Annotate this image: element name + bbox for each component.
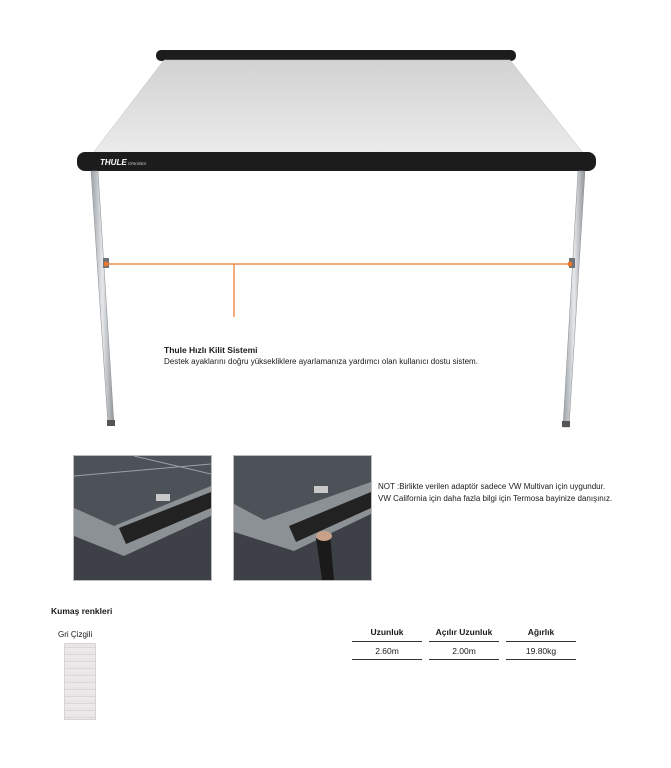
front-bar [77,152,596,171]
note-line-2: VW California için daha fazla bilgi için Termosa bayinize danışınız. [378,494,613,503]
right-foot [562,421,570,427]
awning-fabric [90,60,586,157]
callout-dot-right [568,262,573,267]
note-line-1: NOT :Birlikte verilen adaptör sadece VW Multivan için uygundur. [378,482,606,491]
spec-value-length: 2.60m [352,642,422,660]
spec-header-weight: Ağırlık [527,627,555,637]
fabric-colors-title: Kumaş renkleri [51,606,113,616]
fabric-swatch [64,643,96,720]
thule-logo: THULE [100,158,127,167]
callout-dot-left [104,262,109,267]
rear-cassette [156,50,516,61]
left-leg [91,171,114,425]
spec-header-length: Uzunluk [370,627,404,637]
callout-title: Thule Hızlı Kilit Sistemi [164,345,258,355]
callout-text: Destek ayaklarını doğru yüksekliklere ayarlamanıza yardımcı olan kullanıcı dostu sistem. [164,357,478,366]
spec-value-weight: 19.80kg [506,642,576,660]
right-leg [563,171,585,427]
left-foot [107,420,115,426]
model-mark: Omnistor [128,161,147,166]
mount-photo-2 [233,455,372,581]
swatch-label: Gri Çizgili [58,630,93,639]
spec-value-extension: 2.00m [429,642,499,660]
spec-header-extension: Açılır Uzunluk [435,627,493,637]
note [378,481,612,505]
mount-photo-1 [73,455,212,581]
specs-table [352,627,576,660]
